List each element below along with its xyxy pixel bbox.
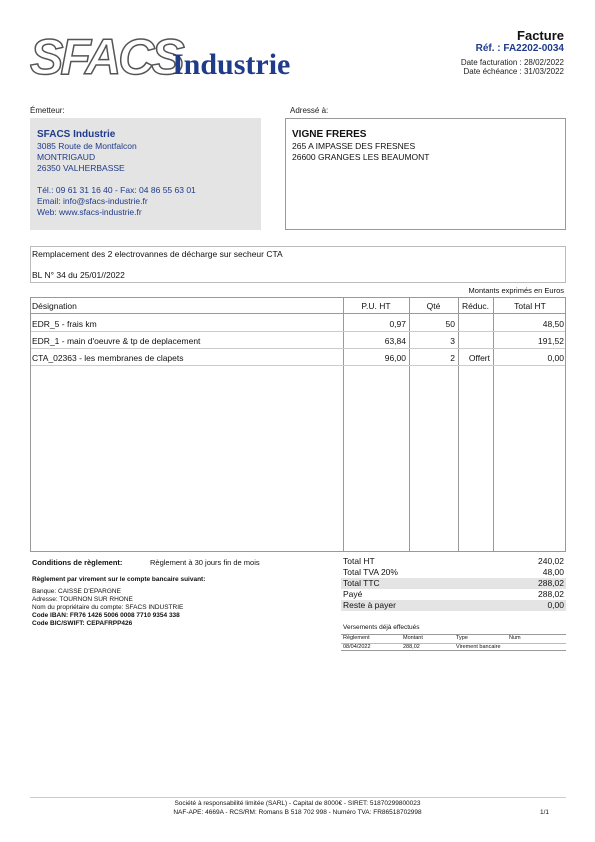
emitter-box [30, 118, 261, 230]
row1-designation: EDR_5 - frais km [32, 319, 97, 329]
row2-total: 191,52 [538, 336, 564, 346]
payments-table [341, 634, 566, 651]
emitter-address: 3085 Route de Montfalcon [37, 141, 137, 151]
iban: Code IBAN: FR76 1426 5006 0008 7710 9354 338 [32, 612, 180, 619]
row3-quantity: 2 [450, 353, 455, 363]
invoice-ref: Réf. : FA2202-0034 [475, 43, 564, 54]
totals-block [341, 556, 566, 611]
col-unit-price: P.U. HT [361, 301, 391, 311]
emitter-label: Émetteur: [30, 106, 65, 115]
total-tva-row: Total TVA 20% 48,00 [343, 567, 564, 577]
col-total: Total HT [514, 301, 546, 311]
logo-brand: SFACS [30, 29, 182, 85]
page-number: 1/1 [539, 809, 549, 816]
payment-amount: 288,02 [403, 644, 420, 650]
account-owner: Nom du propriétaire du compte: SFACS INDUSTRIE [32, 604, 184, 611]
row3-unit-price: 96,00 [384, 353, 406, 363]
total-ht-row: Total HT 240,02 [343, 556, 564, 566]
remaining-row: Reste à payer 0,00 [343, 600, 564, 610]
delivery-note-line: BL N° 34 du 25/01//2022 [32, 270, 125, 280]
emitter-name: SFACS Industrie [37, 129, 116, 140]
logo-word: Industrie [172, 48, 291, 81]
payment-date: 08/04/2022 [343, 644, 371, 650]
due-date: Date échéance : 31/03/2022 [463, 67, 564, 76]
recipient-postal: 26600 GRANGES LES BEAUMONT [292, 152, 430, 162]
payment-type: Virement bancaire [456, 644, 501, 650]
invoice-subject-box [30, 246, 566, 283]
payments-title: Versements déjà effectués [343, 624, 420, 631]
footer-divider [30, 797, 566, 798]
row1-total: 48,50 [542, 319, 564, 329]
payment-terms-value: Règlement à 30 jours fin de mois [150, 558, 260, 567]
bank-transfer-title: Règlement par virement sur le compte bancaire suivant: [32, 576, 206, 583]
row1-unit-price: 0,97 [389, 319, 406, 329]
emitter-web: Web: www.sfacs-industrie.fr [37, 207, 142, 217]
invoice-date: Date facturation : 28/02/2022 [460, 58, 564, 67]
row3-discount: Offert [468, 353, 490, 363]
row3-designation: CTA_02363 - les membranes de clapets [32, 353, 184, 363]
footer-legal-2: NAF-APE: 4669A - RCS/RM: Romans B 518 702 998 - Numéro TVA: FR86518702998 [173, 809, 422, 816]
footer-legal-1: Société à responsabilité limitée (SARL) - Capital de 8000€ - SIRET: 51870299800023 [174, 800, 421, 807]
payments-col-montant: Montant [403, 635, 423, 641]
col-quantity: Qté [426, 301, 441, 311]
bank-address: Adresse: TOURNON SUR RHONE [32, 596, 133, 603]
row3-total: 0,00 [547, 353, 564, 363]
recipient-address: 265 A IMPASSE DES FRESNES [292, 141, 416, 151]
row2-quantity: 3 [450, 336, 455, 346]
row2-designation: EDR_1 - main d'oeuvre & tp de deplacement [32, 336, 201, 346]
emitter-email: Email: info@sfacs-industrie.fr [37, 196, 148, 206]
total-ttc-row: Total TTC 288,02 [343, 578, 564, 588]
bic-swift: Code BIC/SWIFT: CEPAFRPP426 [32, 620, 133, 627]
emitter-postal: 26350 VALHERBASSE [37, 163, 125, 173]
subject-line: Remplacement des 2 electrovannes de décharge sur secheur CTA [32, 249, 283, 259]
recipient-box [285, 118, 566, 230]
payments-col-type: Type [456, 635, 468, 641]
recipient-label: Adressé à: [290, 106, 329, 115]
row1-quantity: 50 [445, 319, 455, 329]
col-designation: Désignation [32, 301, 77, 311]
recipient-name: VIGNE FRERES [292, 129, 367, 140]
emitter-city: MONTRIGAUD [37, 152, 96, 162]
payment-terms-label: Conditions de règlement: [32, 558, 123, 567]
emitter-phone: Tél.: 09 61 31 16 40 - Fax: 04 86 55 63 01 [37, 185, 196, 195]
col-discount: Réduc. [462, 301, 489, 311]
company-logo [30, 29, 291, 85]
invoice-title: Facture [517, 28, 564, 43]
row2-unit-price: 63,84 [384, 336, 406, 346]
items-table [30, 297, 566, 552]
bank-name: Banque: CAISSE D'EPARGNE [32, 588, 121, 595]
payments-col-reglement: Règlement [343, 635, 370, 641]
currency-note: Montants exprimés en Euros [468, 286, 564, 295]
paid-row: Payé 288,02 [343, 589, 564, 599]
payments-col-num: Num [509, 635, 521, 641]
